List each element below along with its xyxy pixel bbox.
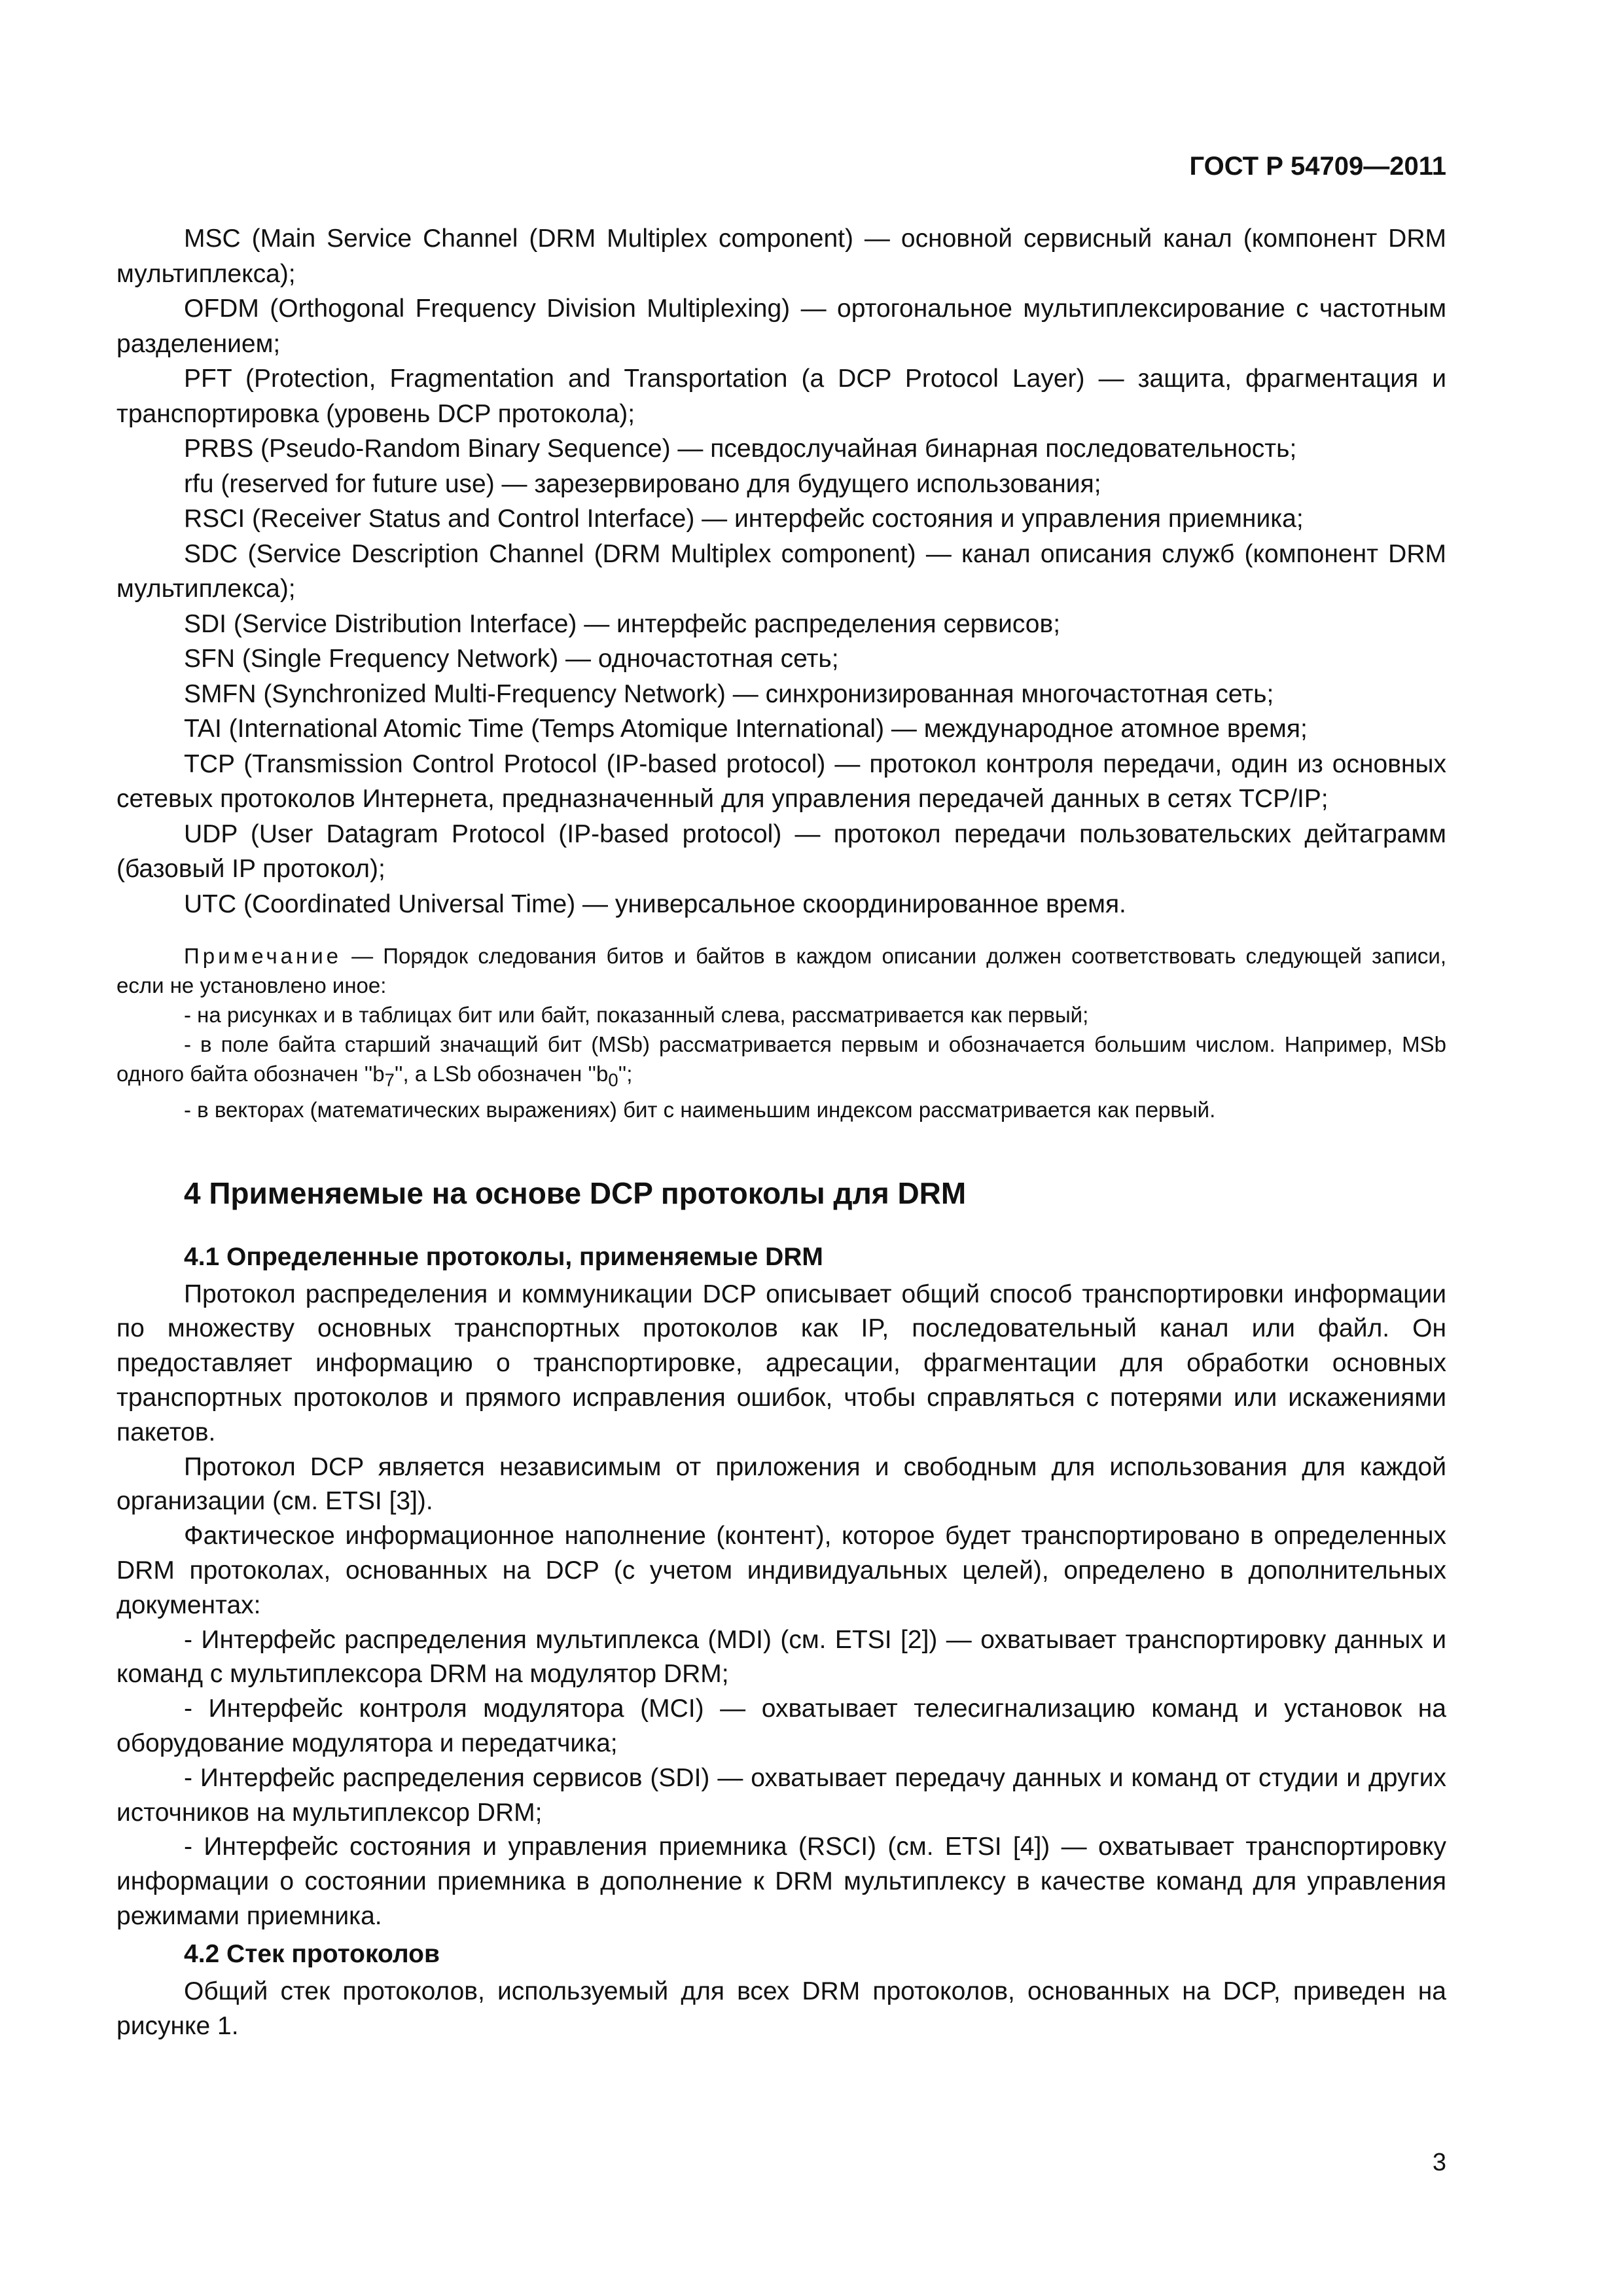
paragraph: Протокол распределения и коммуникации DCP описывает общий способ транспортировки информации по множеству основных транспортных протоколов как IP, последовательный канал или файл. Он предоставляет информацию о транспортировке, адресации, фрагментации для обработки основных транспортных протоколов и прямого исправления ошибок, чтобы справляться с потерями или искажениями пакетов. bbox=[116, 1280, 1446, 1446]
abbreviation-item: PFT (Protection, Fragmentation and Transportation (a DCP Protocol Layer) — защита, фрагментация и транспортировка (уровень DCP протокола); bbox=[116, 365, 1446, 428]
abbreviation-item: TCP (Transmission Control Protocol (IP-based protocol) — протокол контроля передачи, один из основных сетевых протоколов Интернета, предназначенный для управления передачей данных в сетях TCP/IP; bbox=[116, 749, 1446, 813]
abbreviations-list bbox=[116, 221, 1446, 922]
note-block bbox=[116, 941, 1446, 1124]
section-heading: 4 Применяемые на основе DCP протоколы для DRM bbox=[184, 1175, 967, 1210]
note-item-text: '', а LSb обозначен ''b bbox=[394, 1062, 609, 1086]
note-intro bbox=[116, 941, 1446, 1000]
document-page bbox=[116, 151, 1446, 2043]
list-item: - Интерфейс распределения мультиплекса (MDI) (см. ETSI [2]) — охватывает транспортировку данных и команд с мультиплексора DRM на модулятор DRM; bbox=[116, 1625, 1446, 1689]
list-item: - Интерфейс состояния и управления приемника (RSCI) (см. ETSI [4]) — охватывает транспортировку информации о состоянии приемника в дополнение к DRM мультиплексу в качестве команд для управления режимами приемника. bbox=[116, 1833, 1446, 1930]
abbreviation-item: UDP (User Datagram Protocol (IP-based protocol) — протокол передачи пользовательских дейтаграмм (базовый IP протокол); bbox=[116, 819, 1446, 883]
abbreviation-item: UTC (Coordinated Universal Time) — универсальное скоординированное время. bbox=[184, 889, 1126, 918]
note-item: - на рисунках и в таблицах бит или байт, показанный слева, рассматривается как первый; bbox=[184, 1003, 1089, 1027]
subscript: 7 bbox=[384, 1069, 395, 1090]
abbreviation-item: SDC (Service Description Channel (DRM Multiplex component) — канал описания служб (компонент DRM мультиплекса); bbox=[116, 539, 1446, 603]
abbreviation-item: SFN (Single Frequency Network) — одночастотная сеть; bbox=[184, 645, 839, 673]
note-item bbox=[116, 1030, 1446, 1095]
note-intro-text: — Порядок следования битов и байтов в каждом описании должен соответствовать следующей записи, если не установлено иное: bbox=[116, 944, 1446, 997]
note-item-text: ''; bbox=[618, 1062, 633, 1086]
note-label: Примечание bbox=[184, 944, 342, 968]
subsection-heading: 4.2 Стек протоколов bbox=[184, 1939, 440, 1968]
abbreviation-item: MSC (Main Service Channel (DRM Multiplex component) — основной сервисный канал (компонент DRM мультиплекса); bbox=[116, 224, 1446, 288]
abbreviation-item: SMFN (Synchronized Multi-Frequency Network) — синхронизированная многочастотная сеть; bbox=[184, 679, 1274, 708]
abbreviation-item: OFDM (Orthogonal Frequency Division Multiplexing) — ортогональное мультиплексирование с частотным разделением; bbox=[116, 295, 1446, 358]
abbreviation-item: SDI (Service Distribution Interface) — интерфейс распределения сервисов; bbox=[184, 609, 1061, 638]
note-item: - в векторах (математических выражениях) бит с наименьшим индексом рассматривается как первый. bbox=[184, 1097, 1216, 1122]
abbreviation-item: rfu (reserved for future use) — зарезервировано для будущего использования; bbox=[184, 469, 1101, 498]
subsection-heading: 4.1 Определенные протоколы, применяемые DRM bbox=[184, 1242, 823, 1271]
paragraph: Протокол DCP является независимым от приложения и свободным для использования для каждой организации (см. ETSI [3]). bbox=[116, 1452, 1446, 1516]
subscript: 0 bbox=[608, 1069, 618, 1090]
section-body bbox=[116, 1975, 1446, 2044]
abbreviation-item: PRBS (Pseudo-Random Binary Sequence) — псевдослучайная бинарная последовательность; bbox=[184, 435, 1297, 463]
abbreviation-item: RSCI (Receiver Status and Control Interface) — интерфейс состояния и управления приемника; bbox=[184, 505, 1304, 533]
list-item: - Интерфейс контроля модулятора (MCI) — охватывает телесигнализацию команд и установок на оборудование модулятора и передатчика; bbox=[116, 1695, 1446, 1757]
paragraph: Общий стек протоколов, используемый для всех DRM протоколов, основанных на DCP, приведен на рисунке 1. bbox=[116, 1977, 1446, 2040]
paragraph: Фактическое информационное наполнение (контент), которое будет транспортировано в определенных DRM протоколах, основанных на DCP (с учетом индивидуальных целей), определено в дополнительных документах: bbox=[116, 1522, 1446, 1619]
page-number: 3 bbox=[1432, 2149, 1446, 2176]
section-body bbox=[116, 1278, 1446, 1934]
abbreviation-item: TAI (International Atomic Time (Temps Atomique International) — международное атомное время; bbox=[184, 715, 1308, 743]
note-item-text: - в поле байта старший значащий бит (MSb) рассматривается первым и обозначается большим числом. Например, MSb одного байта обозначен ''b bbox=[116, 1032, 1446, 1086]
document-header: ГОСТ Р 54709—2011 bbox=[1189, 152, 1446, 181]
list-item: - Интерфейс распределения сервисов (SDI) — охватывает передачу данных и команд от студии и других источников на мультиплексор DRM; bbox=[116, 1763, 1446, 1827]
